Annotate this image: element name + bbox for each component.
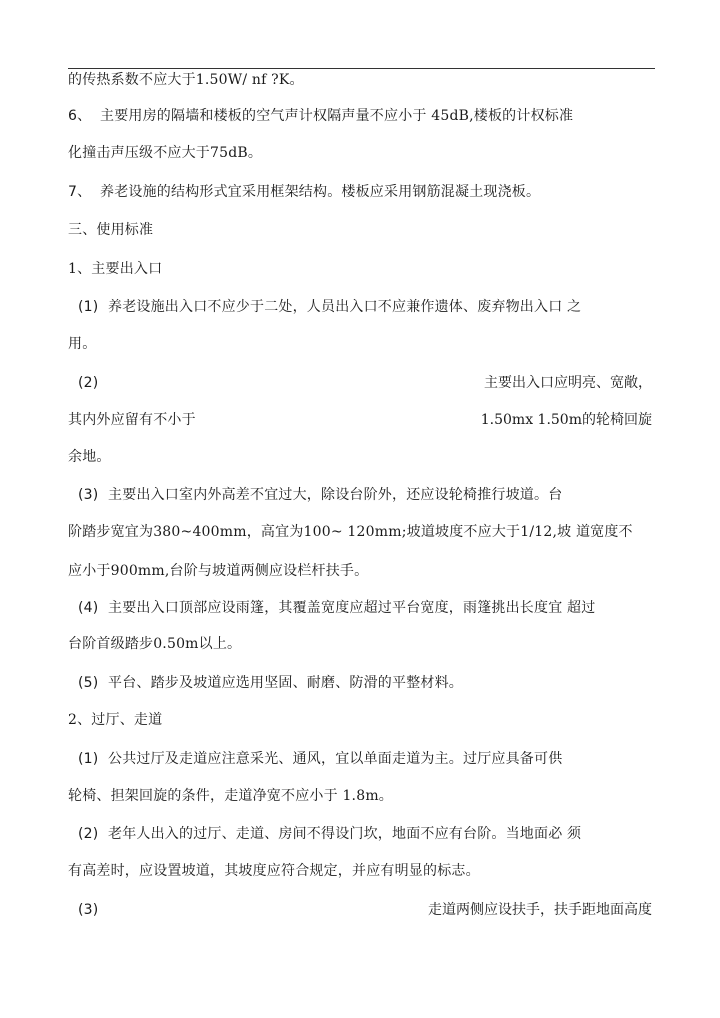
text-line: 养老设施出入口不应少于二处，人员出入口不应兼作遗体、废弃物出入口 之 [108,299,582,315]
text-line: 老年人出入的过厅、走道、房间不得设门坎，地面不应有台阶。当地面必 须 [108,826,582,842]
item-number: (4) [78,600,99,616]
text-line: 应小于900mm,台阶与坡道两侧应设栏杆扶手。 [68,563,369,579]
text-line: 主要出入口室内外高差不宜过大，除设台阶外，还应设轮椅推行坡道。台 [108,487,563,503]
text-line: 主要用房的隔墙和楼板的空气声计权隔声量不应小于 45dB,楼板的计权标准 [100,108,574,124]
item-number: (1) [78,299,99,315]
text-line: 平台、踏步及坡道应选用坚固、耐磨、防滑的平整材料。 [108,675,463,691]
text-line-right: 走道两侧应设扶手，扶手距地面高度 [428,902,652,918]
text-line: 轮椅、担架回旋的条件，走道净宽不应小于 1.8m。 [68,788,393,804]
text-line-right: 主要出入口应明亮、宽敞， [484,375,652,391]
text-line-right: 1.50mx 1.50m的轮椅回旋 [480,412,652,428]
text-line: 用。 [68,336,97,352]
header-rule [68,68,655,69]
item-number: (3) [78,902,99,918]
text-line: 养老设施的结构形式宜采用框架结构。楼板应采用钢筋混凝土现浇板。 [100,184,541,200]
text-line: 有高差时，应设置坡道，其坡度应符合规定，并应有明显的标志。 [68,863,480,879]
text-line: 化撞击声压级不应大于75dB。 [68,145,263,161]
text-line: 的传热系数不应大于1.50W/ nf ?K。 [68,72,304,88]
item-number: (2) [78,375,99,391]
item-number: (5) [78,675,99,691]
subsection-heading: 1、主要出入口 [68,261,163,277]
item-number: (1) [78,751,99,767]
section-heading: 三、使用标准 [68,222,154,238]
text-line: 其内外应留有不小于 [68,412,196,428]
item-number: 7、 [68,184,92,200]
text-line: 主要出入口顶部应设雨篷，其覆盖宽度应超过平台宽度，雨篷挑出长度宜 超过 [108,600,596,616]
item-number: (3) [78,487,99,503]
text-line: 公共过厅及走道应注意采光、通风，宜以单面走道为主。过厅应具备可供 [108,751,563,767]
item-number: 6、 [68,108,92,124]
text-line: 余地。 [68,449,111,465]
text-line: 阶踏步宽宜为380~400mm，高宜为100~ 120mm;坡道坡度不应大于1/12,坡 道宽度不 [68,524,633,540]
subsection-heading: 2、过厅、走道 [68,712,163,728]
item-number: (2) [78,826,99,842]
text-line: 台阶首级踏步0.50m以上。 [68,636,242,652]
